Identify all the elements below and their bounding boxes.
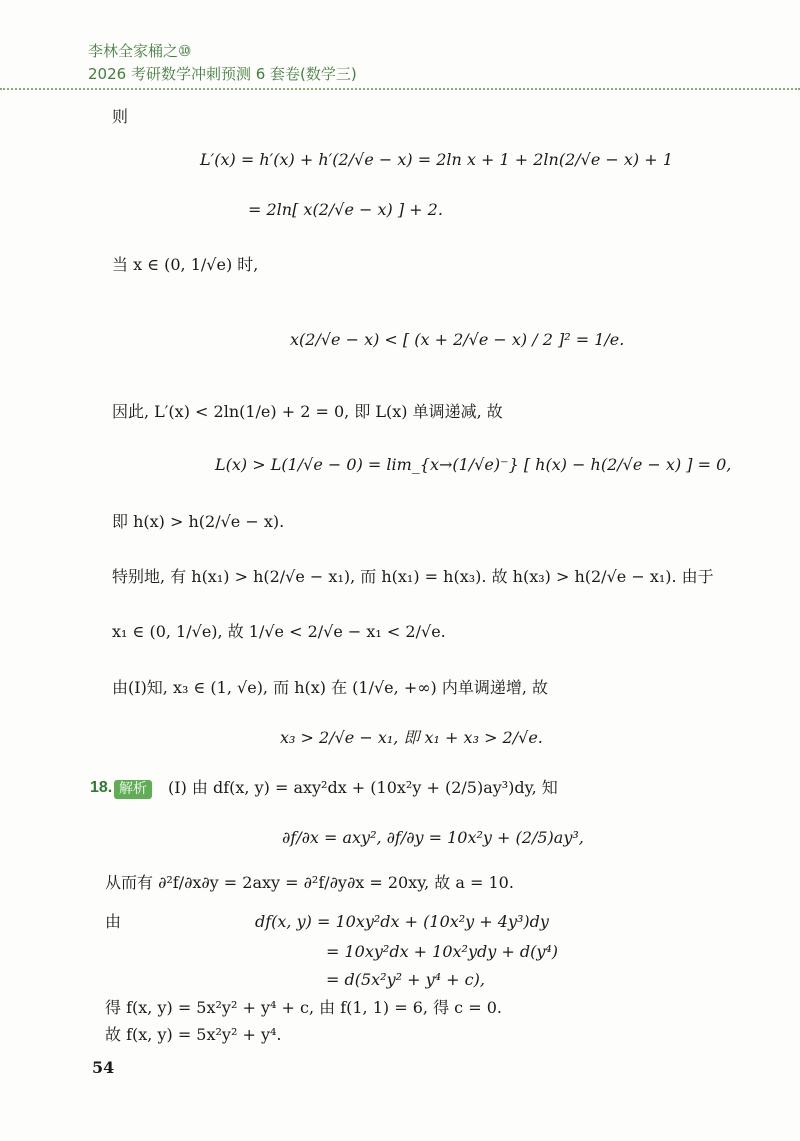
question-18-tag (114, 778, 152, 799)
equation-line: ∂f/∂x = axy², ∂f/∂y = 10x²y + (2/5)ay³, (282, 828, 584, 847)
equation-line: df(x, y) = 10xy²dx + (10x²y + 4y³)dy (255, 912, 549, 931)
header-divider (0, 88, 800, 90)
text-line: 即 h(x) > h(2/√e − x). (112, 512, 285, 531)
equation-line: L′(x) = h′(x) + h′(2/√e − x) = 2ln x + 1 + 2ln(2/√e − x) + 1 (200, 150, 673, 169)
text-line: 当 x ∈ (0, 1/√e) 时, (112, 255, 259, 274)
equation-line: x₃ > 2/√e − x₁, 即 x₁ + x₃ > 2/√e. (280, 728, 543, 747)
analysis-badge: 解析 (114, 780, 152, 799)
equation-line: x(2/√e − x) < [ (x + 2/√e − x) / 2 ]² = 1/e. (290, 330, 625, 349)
equation-line: = 10xy²dx + 10x²ydy + d(y⁴) (326, 942, 559, 961)
equation-line: = d(5x²y² + y⁴ + c), (326, 970, 485, 989)
text-line: 得 f(x, y) = 5x²y² + y⁴ + c, 由 f(1, 1) = 6, 得 c = 0. (105, 998, 502, 1017)
equation-line: = 2ln[ x(2/√e − x) ] + 2. (248, 200, 443, 219)
text-line: 特别地, 有 h(x₁) > h(2/√e − x₁), 而 h(x₁) = h(x₃). 故 h(x₃) > h(2/√e − x₁). 由于 (112, 567, 714, 586)
text-line: 则 (112, 107, 129, 126)
page-number: 54 (92, 1058, 115, 1077)
text-line: 故 f(x, y) = 5x²y² + y⁴. (105, 1025, 282, 1044)
text-line: 因此, L′(x) < 2ln(1/e) + 2 = 0, 即 L(x) 单调递减, 故 (112, 402, 503, 421)
text-line: x₁ ∈ (0, 1/√e), 故 1/√e < 2/√e − x₁ < 2/√e. (112, 622, 446, 641)
text-line: (Ⅰ) 由 df(x, y) = axy²dx + (10x²y + (2/5)ay³)dy, 知 (168, 778, 558, 797)
header-title: 2026 考研数学冲刺预测 6 套卷(数学三) (88, 65, 357, 83)
question-18-number: 18. (90, 779, 113, 796)
text-line: 从而有 ∂²f/∂x∂y = 2axy = ∂²f/∂y∂x = 20xy, 故 a = 10. (105, 873, 514, 892)
text-line: 由 (105, 912, 122, 931)
equation-line: L(x) > L(1/√e − 0) = lim_{x→(1/√e)⁻} [ h(x) − h(2/√e − x) ] = 0, (215, 455, 732, 474)
text-line: 由(Ⅰ)知, x₃ ∈ (1, √e), 而 h(x) 在 (1/√e, +∞) 内单调递增, 故 (112, 678, 549, 697)
header-series: 李林全家桶之⑩ (88, 42, 192, 60)
